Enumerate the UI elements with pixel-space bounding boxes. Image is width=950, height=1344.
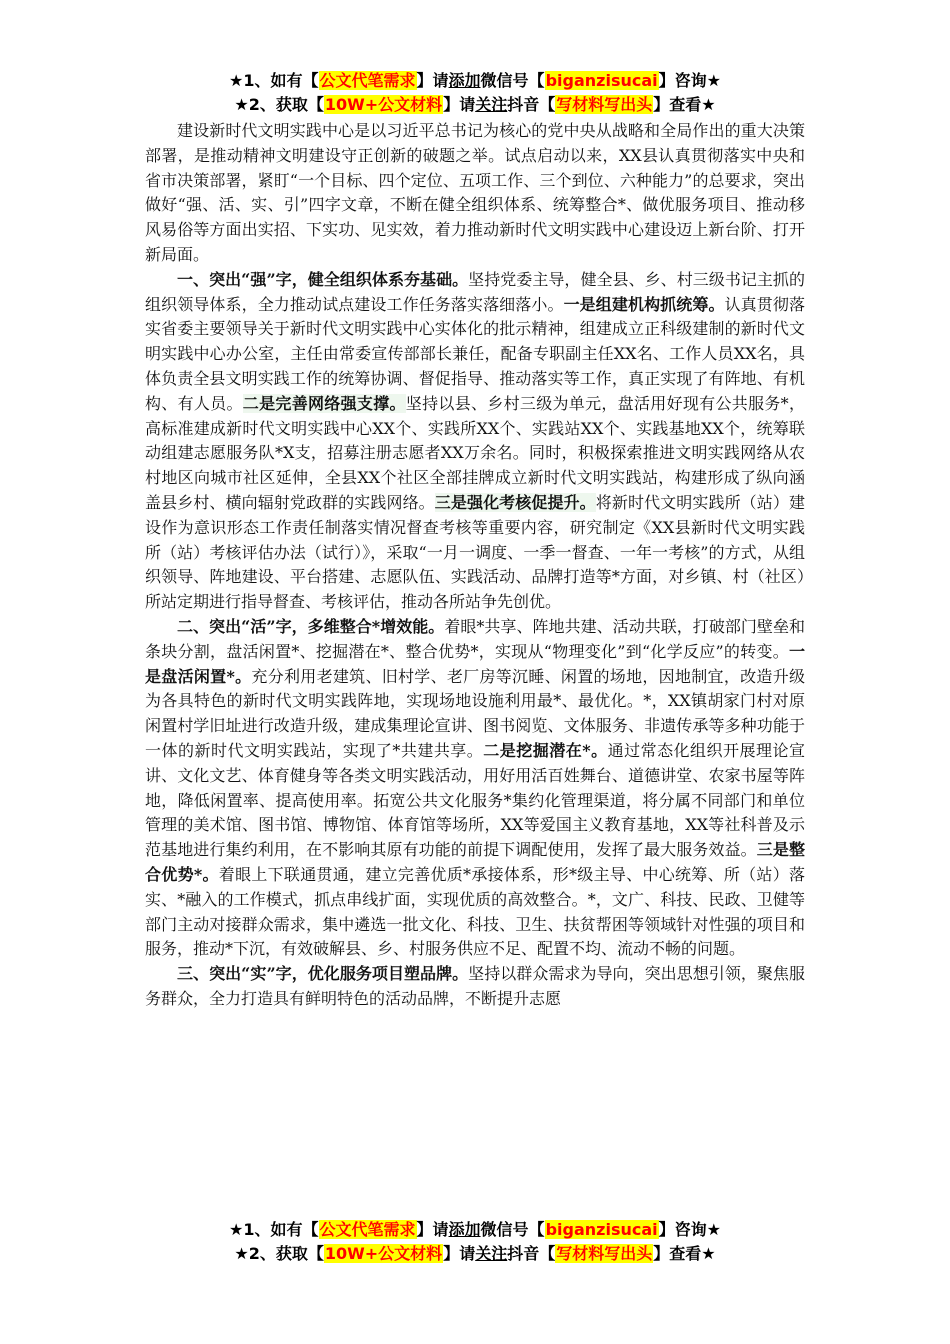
article-body [145,119,805,1012]
section-3-heading: 三、突出“实”字，优化服务项目塑品牌。 [177,964,469,984]
highlight-douyin-id: 写材料写出头 [556,95,653,114]
section-1-paragraph: 一、突出“强”字，健全组织体系夯基础。坚持党委主导，健全县、乡、村三级书记主抓的组织领导体系，全力推动试点建设工作任务落实落细落小。一是组建机构抓统筹。认真贯彻落实省委主要领导关于新时代文明实践中心实体化的批示精神，组建成立正科级建制的新时代文明实践中心办公室，主任由常委宣传部部长兼任，配备专职副主任XX名、工作人员XX名，具体负责全县文明实践工作的统筹协调、督促指导、推动落实等工作，真正实现了有阵地、有机构、有人员。二是完善网络强支撑。坚持以县、乡村三级为单元，盘活用好现有公共服务*，高标准建成新时代文明实践中心XX个、实践所XX个、实践站XX个、实践基地XX个，统筹联动组建志愿服务队*X支，招募注册志愿者XX万余名。同时，积极探索推进文明实践网络从农村地区向城市社区延伸，全县XX个社区全部挂牌成立新时代文明实践站，构建形成了纵向涵盖县乡村、横向辐射党政群的实践网络。三是强化考核促提升。将新时代文明实践所（站）建设作为意识形态工作责任制落实情况督查考核等重要内容，研究制定《XX县新时代文明实践所（站）考核评估办法（试行）》，采取“一月一调度、一季一督查、一年一考核”的方式，从组织领导、阵地建设、平台搭建、志愿队伍、实践活动、品牌打造等*方面，对乡镇、村（社区）所站定期进行指导督查、考核评估，推动各所站争先创优。 [145,269,805,612]
section-2-paragraph: 二、突出“活”字，多维整合*增效能。着眼*共享、阵地共建、活动共联，打破部门壁垒和条块分割，盘活闲置*、挖掘潜在*、整合优势*，实现从“物理变化”到“化学反应”的转变。一是盘活闲置*。充分利用老建筑、旧村学、老厂房等沉睡、闲置的场地，因地制宜，改造升级为各具特色的新时代文明实践阵地，实现场地设施利用最*、最优化。*，XX镇胡家门村对原闲置村学旧址进行改造升级，建成集理论宣讲、图书阅览、文体服务、非遗传承等多种功能于一体的新时代文明实践站，实现了*共建共享。二是挖掘潜在*。通过常态化组织开展理论宣讲、文化文艺、体育健身等各类文明实践活动，用好用活百姓舞台、道德讲堂、农家书屋等阵地，降低闲置率、提高使用率。拓宽公共文化服务*集约化管理渠道，将分属不同部门和单位管理的美术馆、图书馆、博物馆、体育馆等场所，XX等爱国主义教育基地，XX等社科普及示范基地进行集约利用，在不影响其原有功能的前提下调配使用，发挥了最大服务效益。三是整合优势*。着眼上下联通贯通，建立完善优质*承接体系，形*级主导、中心统筹、所（站）落实、*融入的工作模式，抓点串线扩面，实现优质的高效整合。*，文广、科技、民政、卫健等部门主动对接群众需求，集中遴选一批文化、科技、卫生、扶贫帮困等领域针对性强的项目和服务，推动*下沉，有效破解县、乡、村服务供应不足、配置不均、流动不畅的问题。 [145,616,805,959]
promo-banner-top [0,69,950,117]
promo-line-2-bottom: ★2、获取【10W+公文材料】请关注抖音【写材料写出头】查看★ [234,1244,716,1263]
promo-line-2: ★2、获取【10W+公文材料】请关注抖音【写材料写出头】查看★ [234,95,716,114]
highlight-materials: 10W+公文材料 [324,95,443,114]
promo-banner-bottom [0,1218,950,1266]
section-2-point-2: 二是挖掘潜在*。 [483,740,608,760]
section-2-point-3: 三是整合优势*。 [145,840,805,884]
promo-line-1-bottom: ★1、如有【公文代笔需求】请添加微信号【biganzisucai】咨询★ [229,1220,721,1239]
section-3-paragraph: 三、突出“实”字，优化服务项目塑品牌。坚持以群众需求为导向，突出思想引领，聚焦服务群众，全力打造具有鲜明特色的活动品牌，不断提升志愿 [145,964,805,1008]
section-1-point-1: 一是组建机构抓统筹。 [563,294,725,314]
intro-paragraph: 建设新时代文明实践中心是以习近平总书记为核心的党中央从战略和全局作出的重大决策部署，是推动精神文明建设守正创新的破题之举。试点启动以来，XX县认真贯彻落实中央和省市决策部署，紧盯“一个目标、四个定位、五项工作、三个到位、六种能力”的总要求，突出做好“强、活、实、引”四字文章，不断在健全组织体系、统筹整合*、做优服务项目、推动移风易俗等方面出实招、下实功、见实效，着力推动新时代文明实践中心建设迈上新台阶、打开新局面。 [145,121,805,264]
section-1-point-2: 二是完善网络强支撑。 [242,393,406,413]
highlight-wechat-id: biganzisucai [545,71,658,90]
highlight-service: 公文代笔需求 [319,71,416,90]
section-2-heading: 二、突出“活”字，多维整合*增效能。 [177,616,445,636]
section-2-point-1: 一是盘活闲置*。 [145,641,805,686]
section-1-heading: 一、突出“强”字，健全组织体系夯基础。 [177,269,469,289]
promo-line-1: ★1、如有【公文代笔需求】请添加微信号【biganzisucai】咨询★ [229,71,721,90]
section-1-point-3: 三是强化考核促提升。 [434,492,596,512]
